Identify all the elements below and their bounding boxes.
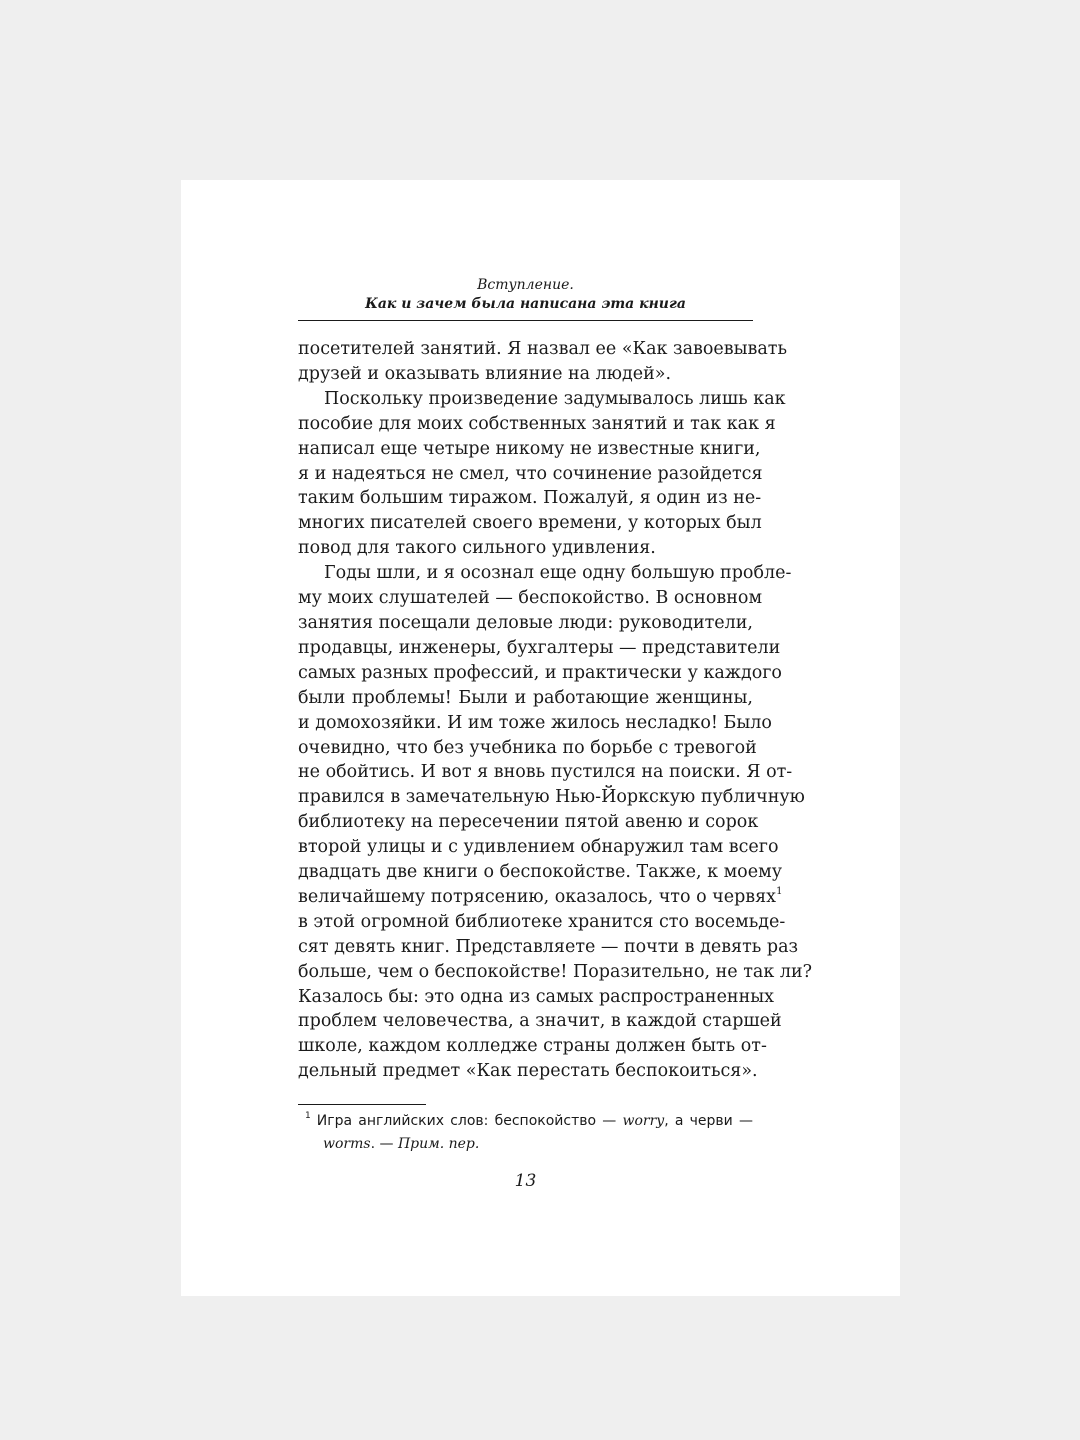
running-head xyxy=(298,276,753,314)
text-line: не обойтись. И вот я вновь пустился на поиски. Я от- xyxy=(298,762,793,783)
text-line: двадцать две книги о беспокойстве. Также, к моему xyxy=(298,862,782,883)
text-line: повод для такого сильного удивления. xyxy=(298,538,656,559)
text-line: написал еще четыре никому не известные книги, xyxy=(298,438,761,459)
text-line: очевидно, что без учебника по борьбе с тревогой xyxy=(298,737,757,758)
footnote-word-worry: worry xyxy=(622,1113,665,1129)
text-line: Годы шли, и я осознал еще одну большую пробле- xyxy=(324,563,792,584)
text-line: друзей и оказывать влияние на людей». xyxy=(298,363,672,384)
text-line: в этой огромной библиотеке хранится сто восемьде- xyxy=(298,911,786,932)
text-line-content: величайшему потрясению, оказалось, что о червях xyxy=(298,886,777,907)
text-line: больше, чем о беспокойстве! Поразительно, не так ли? xyxy=(298,961,812,982)
book-page xyxy=(181,180,900,1296)
body-text xyxy=(298,337,812,1084)
text-line: я и надеяться не смел, что сочинение разойдется xyxy=(298,463,763,484)
text-line: пособие для моих собственных занятий и так как я xyxy=(298,413,776,434)
text-line: Казалось бы: это одна из самых распространенных xyxy=(298,986,775,1007)
footnote-line xyxy=(298,1110,753,1133)
footnote-reference: 1 xyxy=(776,885,783,897)
header-rule xyxy=(298,320,753,321)
text-line: занятия посещали деловые люди: руководители, xyxy=(298,612,753,633)
text-line: дельный предмет «Как перестать беспокоиться». xyxy=(298,1061,758,1082)
text-line: сят девять книг. Представляете — почти в девять раз xyxy=(298,936,799,957)
footnote-rule xyxy=(298,1104,426,1105)
translator-note: Прим. пер. xyxy=(397,1136,480,1152)
footnote xyxy=(298,1110,753,1156)
text-line: продавцы, инженеры, бухгалтеры — представители xyxy=(298,637,781,658)
text-line: му моих слушателей — беспокойство. В основном xyxy=(298,588,763,609)
footnote-line xyxy=(298,1133,753,1156)
text-line-with-footnote-ref xyxy=(298,885,783,910)
text-line: правился в замечательную Нью-Йоркскую публичную xyxy=(298,787,805,808)
text-line: школе, каждом колледже страны должен быть от- xyxy=(298,1036,767,1057)
footnote-word-worms: worms xyxy=(323,1136,371,1152)
running-head-section: Вступление. xyxy=(477,277,574,293)
running-head-chapter-title: Как и зачем была написана эта книга xyxy=(365,296,686,312)
footnote-text: Игра английских слов: беспокойство — xyxy=(316,1113,623,1129)
text-line: самых разных профессий, и практически у каждого xyxy=(298,662,782,683)
text-line: проблем человечества, а значит, в каждой старшей xyxy=(298,1011,782,1032)
text-line: таким большим тиражом. Пожалуй, я один из не- xyxy=(298,488,762,509)
page-number: 13 xyxy=(514,1171,537,1191)
footnote-text: . — xyxy=(370,1136,398,1152)
text-line: библиотеку на пересечении пятой авеню и сорок xyxy=(298,812,759,833)
text-line: Поскольку произведение задумывалось лишь как xyxy=(324,388,786,409)
text-line: второй улицы и с удивлением обнаружил там всего xyxy=(298,837,779,858)
footnote-number: 1 xyxy=(305,1111,311,1121)
text-line: посетителей занятий. Я назвал ее «Как завоевывать xyxy=(298,339,788,359)
text-line: многих писателей своего времени, у которых был xyxy=(298,513,762,534)
text-line: и домохозяйки. И им тоже жилось несладко! Было xyxy=(298,712,772,733)
text-line: были проблемы! Были и работающие женщины, xyxy=(298,687,753,708)
footnote-text: , а черви — xyxy=(664,1113,753,1129)
